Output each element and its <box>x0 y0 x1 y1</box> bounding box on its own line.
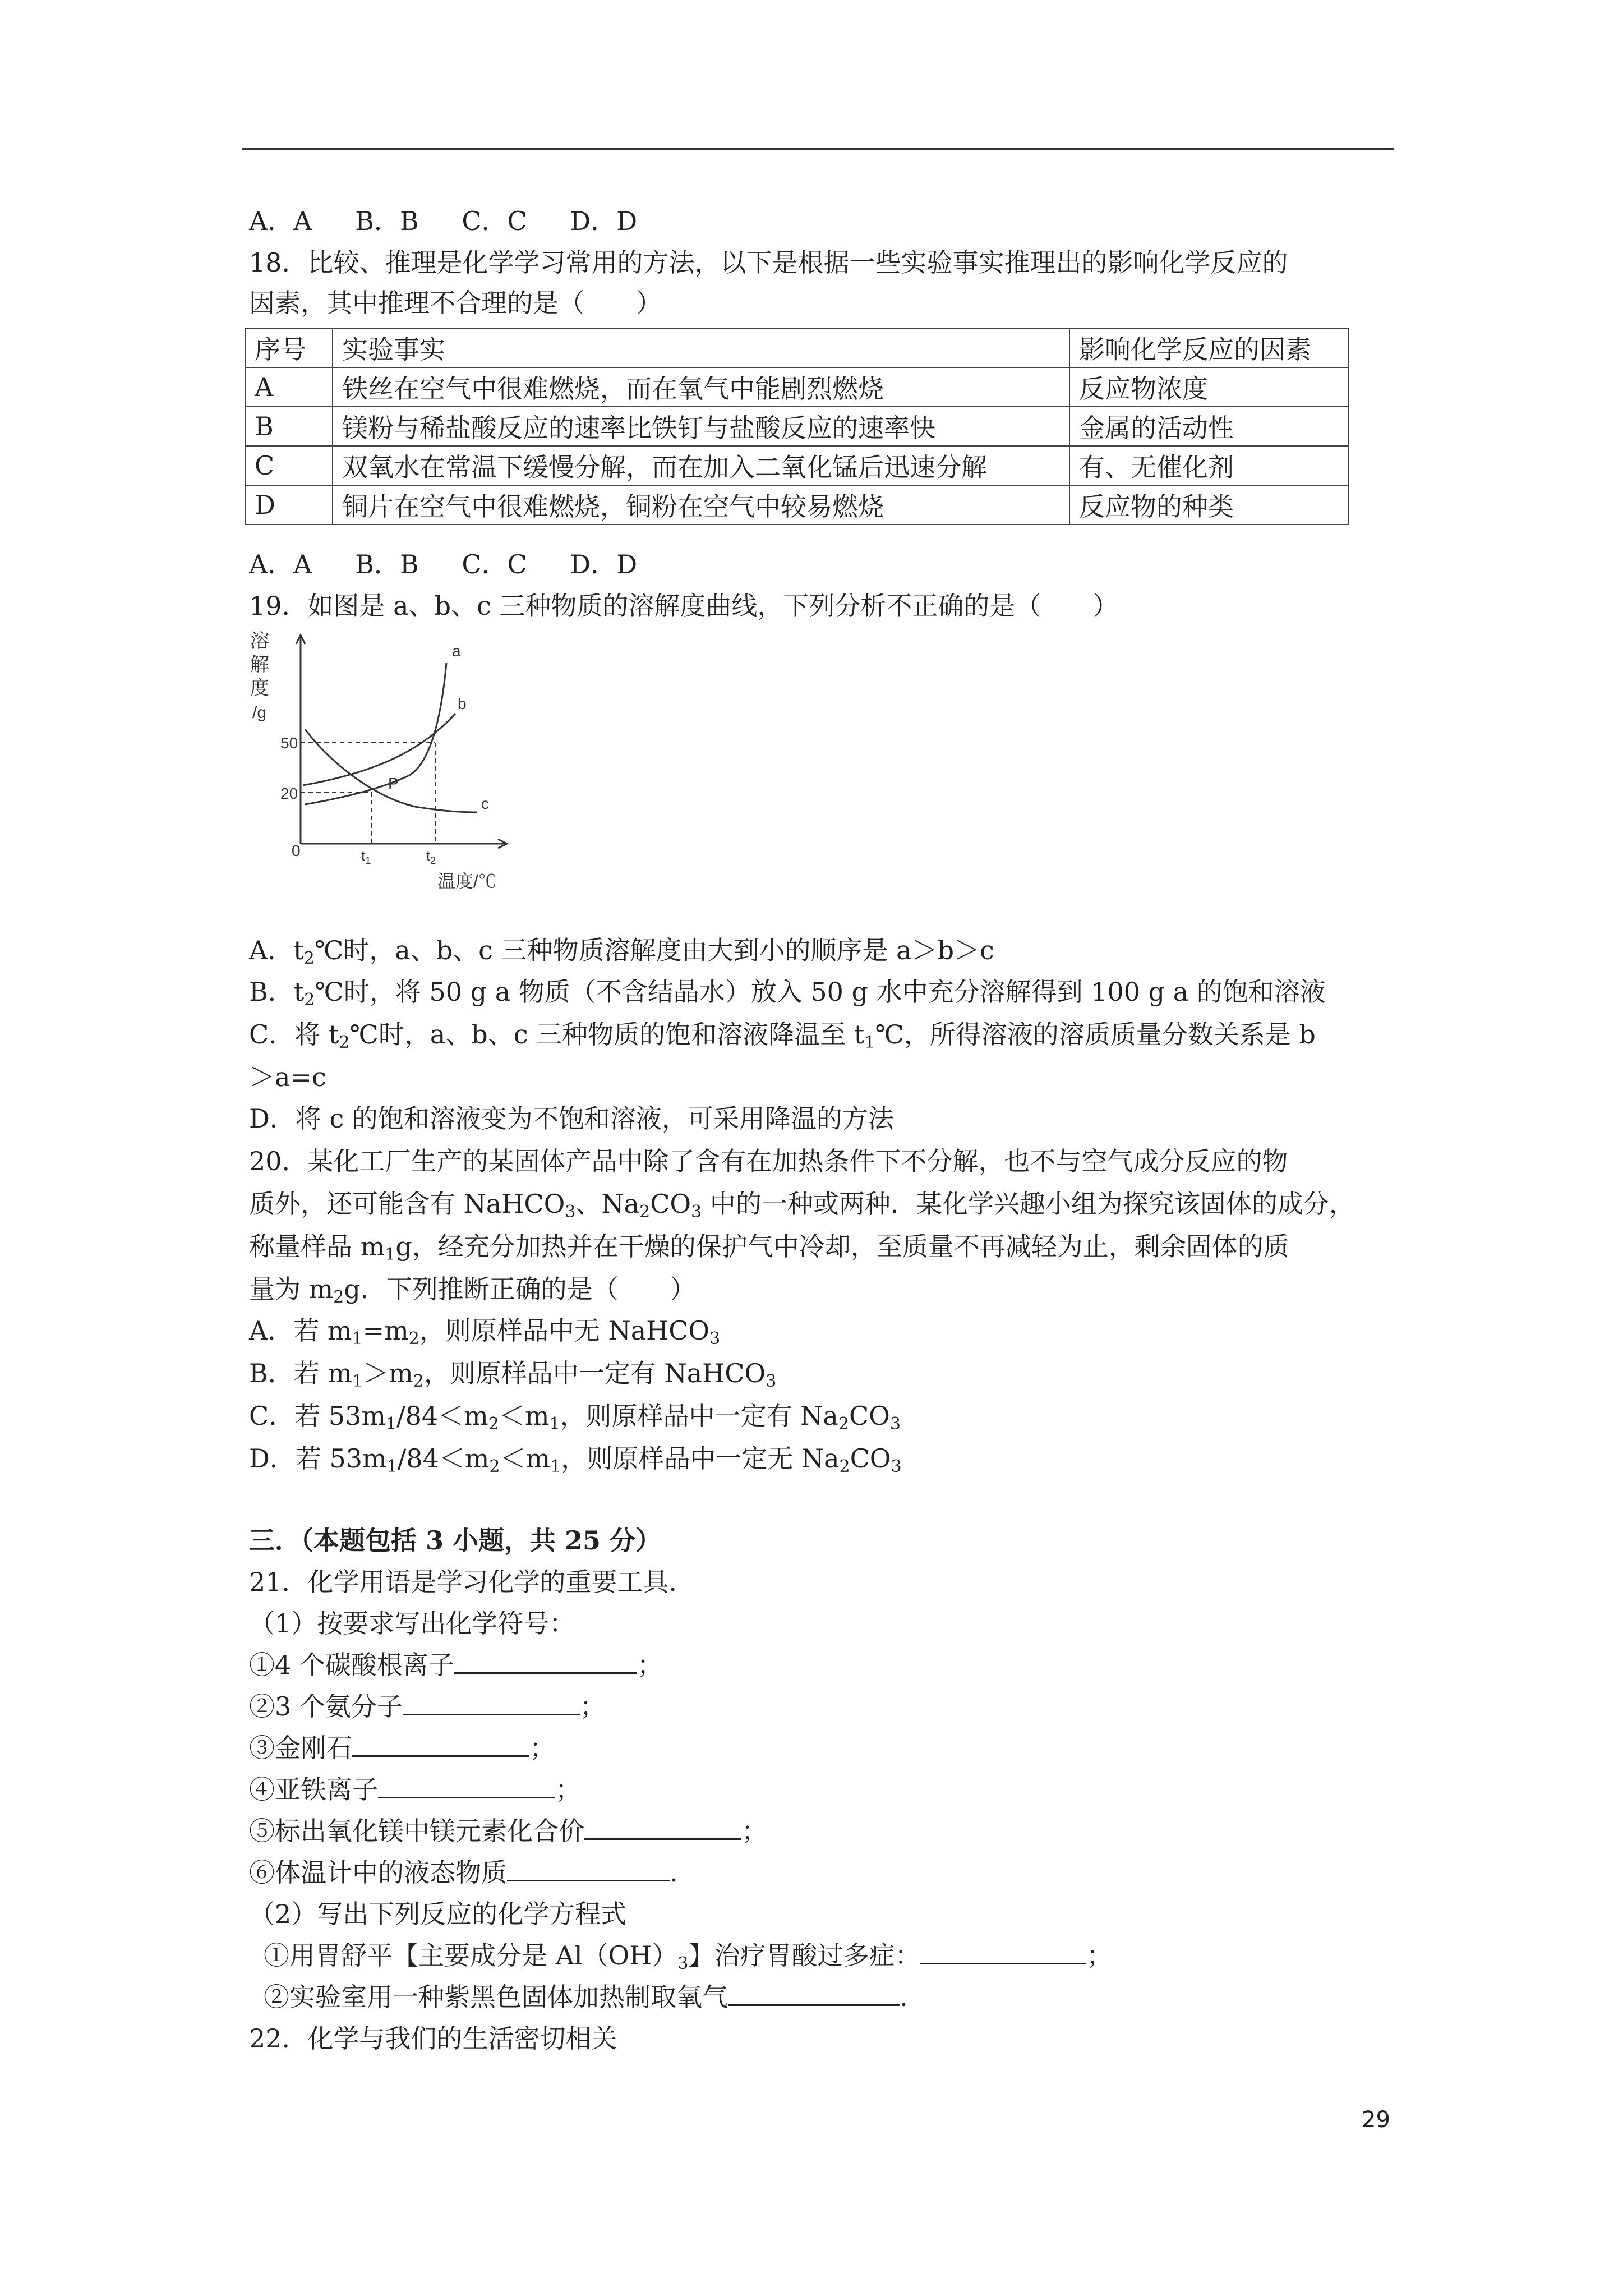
table-header-row <box>245 328 1349 367</box>
q18-stem-1: 18．比较、推理是化学学习常用的方法，以下是根据一些实验事实推理出的影响化学反应的 <box>249 247 1288 278</box>
table-cell: 铁丝在空气中很难燃烧，而在氧气中能剧烈燃烧 <box>333 367 1069 407</box>
table-cell: A <box>245 367 333 407</box>
item-text: ②实验室用一种紫黑色固体加热制取氧气 <box>264 1982 728 2012</box>
q17-options <box>249 205 672 237</box>
q20-line-3: 称量样品 $m_1g$，经充分加热并在干燥的保护气中冷却，至质量不再减轻为止，剩余固体的质 <box>249 1231 1289 1264</box>
curve-b <box>303 714 455 785</box>
header-cell: 序号 <box>245 328 333 367</box>
page-number: 29 <box>1362 2107 1390 2133</box>
x-axis-label: 温度/℃ <box>437 871 496 891</box>
item-text: ⑤标出氧化镁中镁元素化合价 <box>249 1816 584 1846</box>
section-heading: 三．（本题包括 3 小题，共 25 分） <box>249 1525 662 1556</box>
q20-line-4: 量为 $m_2g$．下列推断正确的是（ ） <box>249 1274 696 1307</box>
header-cell: 实验事实 <box>333 328 1069 367</box>
table-row <box>245 446 1349 485</box>
q21-item-3 <box>249 1732 555 1764</box>
table-cell: 铜片在空气中很难燃烧，铜粉在空气中较易燃烧 <box>333 485 1069 524</box>
answer-blank[interactable] <box>920 1940 1086 1964</box>
header-cell: 影响化学反应的因素 <box>1069 328 1349 367</box>
punct: ； <box>637 1650 663 1680</box>
q21-item-1 <box>249 1649 663 1681</box>
table-cell: 金属的活动性 <box>1069 407 1349 446</box>
curve-label-c: c <box>481 795 489 812</box>
table-cell: 反应物浓度 <box>1069 367 1349 407</box>
curve-a <box>305 663 446 804</box>
q21-equation-2 <box>264 1981 908 2013</box>
q19-option-b: B．$t_2℃$时，将 50 g a 物质（不含结晶水）放入 50 g 水中充分溶解得到 100 g a 的饱和溶液 <box>249 977 1326 1010</box>
point-label-p: P <box>388 775 399 792</box>
q20-option-d: D．若 $53m_1/84<m_2<m_1$，则原样品中一定无 $Na_2CO_3$ <box>249 1443 902 1476</box>
q19-option-c-2: ＞a=c <box>249 1062 326 1092</box>
origin-label: 0 <box>292 842 301 859</box>
q19-option-c-1: C．将 $t_2℃$时，a、b、c 三种物质的饱和溶液降温至 $t_1℃$，所得溶液的溶质质量分数关系是 b <box>249 1019 1316 1052</box>
option-a: A．A <box>249 206 312 236</box>
q21-item-4 <box>249 1774 581 1805</box>
q18-table <box>245 328 1349 525</box>
item-text: ③金刚石 <box>249 1733 352 1763</box>
item-text: ①4 个碳酸根离子 <box>249 1650 454 1680</box>
table-cell: B <box>245 407 333 446</box>
item-text: ⑥体温计中的液态物质 <box>249 1857 507 1888</box>
q20-line-2: 质外，还可能含有 NaHCO$_3$、$Na_2CO_3$ 中的一种或两种．某化学兴趣小组为探究该固体的成分， <box>249 1189 1355 1222</box>
table-cell: D <box>245 485 333 524</box>
q20-line-1: 20．某化工厂生产的某固体产品中除了含有在加热条件下不分解，也不与空气成分反应的物 <box>249 1146 1288 1176</box>
answer-blank[interactable] <box>378 1774 555 1798</box>
punct: ； <box>579 1691 606 1722</box>
x-tick-t1: $t_1$ <box>361 847 371 866</box>
answer-blank[interactable] <box>352 1733 529 1757</box>
table-cell: C <box>245 446 333 485</box>
answer-blank[interactable] <box>454 1650 637 1674</box>
y-tick-20: 20 <box>280 785 298 802</box>
table-cell: 有、无催化剂 <box>1069 446 1349 485</box>
table-row <box>245 367 1349 407</box>
q21-part-1: （1）按要求写出化学符号： <box>249 1608 575 1639</box>
curve-label-a: a <box>452 642 461 660</box>
punct: ； <box>555 1774 581 1805</box>
option-c: C．C <box>462 206 527 236</box>
q19-stem: 19．如图是 a、b、c 三种物质的溶解度曲线，下列分析不正确的是（ ） <box>249 591 1119 621</box>
q18-options <box>249 549 672 580</box>
table-cell: 双氧水在常温下缓慢分解，而在加入二氧化锰后迅速分解 <box>333 446 1069 485</box>
punct: ； <box>741 1816 767 1846</box>
option-d: D．D <box>570 549 638 579</box>
q21-equation-1: ①用胃舒平【主要成分是 $Al(OH)_3$】治疗胃酸过多症： ； <box>264 1940 1113 1973</box>
y-axis-label-2: 解 <box>250 654 269 675</box>
table-cell: 镁粉与稀盐酸反应的速率比铁钉与盐酸反应的速率快 <box>333 407 1069 446</box>
punct: ； <box>529 1733 555 1763</box>
q20-option-b: B．若 $m_1>m_2$，则原样品中一定有 NaHCO$_3$ <box>249 1358 777 1391</box>
answer-blank[interactable] <box>507 1857 670 1881</box>
table-cell: 反应物的种类 <box>1069 485 1349 524</box>
punct: . <box>670 1857 678 1888</box>
table-row <box>245 485 1349 524</box>
item-text: ④亚铁离子 <box>249 1774 378 1805</box>
y-tick-50: 50 <box>280 734 298 752</box>
solubility-curve-figure <box>247 624 527 893</box>
q21-item-2 <box>249 1691 606 1722</box>
y-axis-label-3: 度 <box>250 678 269 699</box>
q21-part-2: （2）写出下列反应的化学方程式 <box>249 1899 627 1929</box>
answer-blank[interactable] <box>584 1816 741 1840</box>
q19-option-d: D．将 c 的饱和溶液变为不饱和溶液，可采用降温的方法 <box>249 1103 894 1134</box>
option-c: C．C <box>462 549 527 579</box>
q19-option-a: A．$t_2℃$时，a、b、c 三种物质溶解度由大到小的顺序是 a＞b＞c <box>249 935 994 968</box>
q21-item-6 <box>249 1857 678 1888</box>
option-b: B．B <box>355 549 419 579</box>
item-text: ②3 个氨分子 <box>249 1691 403 1722</box>
answer-blank[interactable] <box>403 1691 580 1715</box>
x-tick-t2: $t_2$ <box>426 847 436 866</box>
punct: ； <box>1086 1940 1113 1971</box>
q21-stem: 21．化学用语是学习化学的重要工具． <box>249 1567 695 1597</box>
option-b: B．B <box>355 206 419 236</box>
y-axis-label-4: /g <box>252 703 267 722</box>
q20-option-a: A．若 $m_1=m_2$，则原样品中无 NaHCO$_3$ <box>249 1315 721 1349</box>
header-rule <box>242 148 1394 150</box>
table-row <box>245 407 1349 446</box>
q18-stem-2: 因素，其中推理不合理的是（ ） <box>249 288 662 318</box>
option-a: A．A <box>249 549 312 579</box>
answer-blank[interactable] <box>728 1982 900 2006</box>
option-d: D．D <box>570 206 638 236</box>
q22-stem: 22．化学与我们的生活密切相关 <box>249 2023 617 2054</box>
q20-option-c: C．若 $53m_1/84<m_2<m_1$，则原样品中一定有 $Na_2CO_3$ <box>249 1401 901 1434</box>
y-axis-label-1: 溶 <box>250 631 269 652</box>
curve-label-b: b <box>458 695 467 712</box>
q21-item-5 <box>249 1815 767 1847</box>
punct: . <box>900 1982 908 2012</box>
